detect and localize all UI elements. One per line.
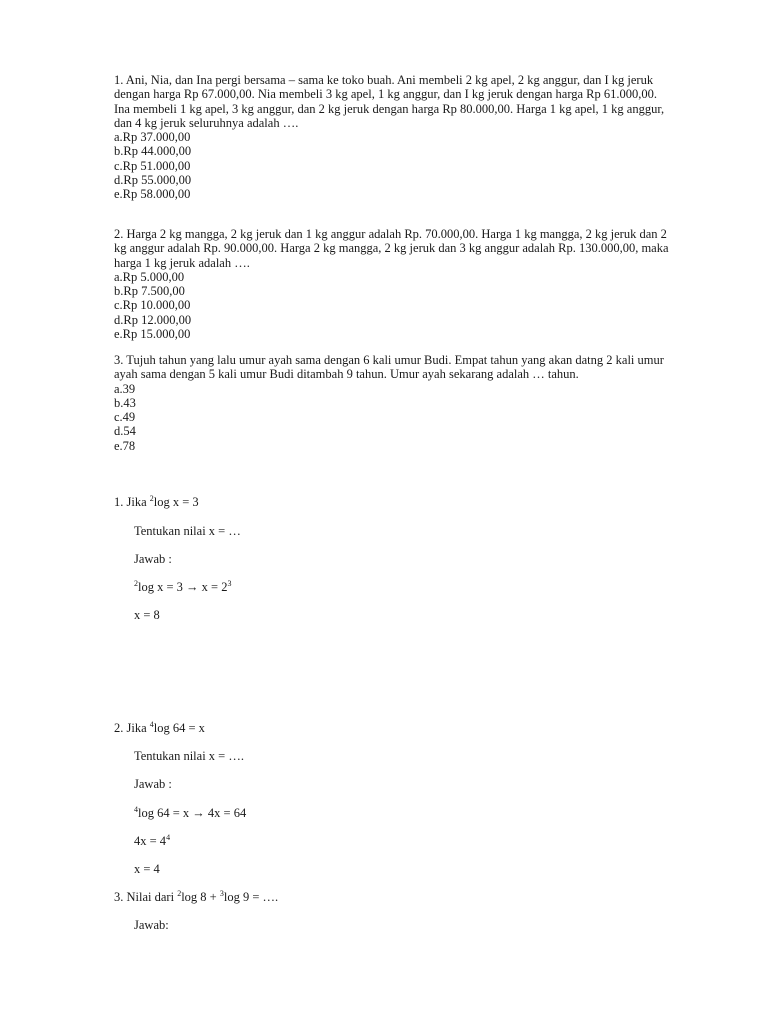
log-2-jawab: Jawab : — [134, 777, 172, 791]
option-a: a.39 — [114, 381, 136, 396]
option-d: d.Rp 12.000,00 — [114, 312, 192, 327]
problem-2-options — [114, 270, 674, 341]
option-c: c.Rp 51.000,00 — [114, 158, 191, 173]
option-d: d.Rp 55.000,00 — [114, 173, 192, 188]
log-2-step2: $4x = 4^4$ — [134, 833, 171, 848]
problem-3-text: 3. Tujuh tahun yang lalu umur ayah sama dengan 6 kali umur Budi. Empat tahun yang akan datng 2 kali umur ayah sama dengan 5 kali umur Budi ditambah 9 tahun. Umur ayah sekarang adalah … tahun. — [114, 353, 664, 382]
log-question-2: 2. Jika $^4$log 64 = x — [114, 720, 205, 735]
option-c: c.49 — [114, 410, 136, 425]
log-2-step1: $^4$log 64 = x → 4x = 64 — [134, 805, 247, 820]
option-b: b.43 — [114, 395, 136, 410]
problem-1-text: 1. Ani, Nia, dan Ina pergi bersama – sama ke toko buah. Ani membeli 2 kg apel, 2 kg anggur, dan I kg jeruk dengan harga Rp 67.000,00. Nia membeli 3 kg apel, 1 kg anggur, dan I kg jeruk dengan harga Rp 61.000,00. Ina membeli 1 kg apel, 3 kg anggur, dan 2 kg jeruk dengan harga Rp 80.000,00. Harga 1 kg apel, 1 kg anggur, dan 4 kg jeruk seluruhnya adalah …. — [114, 73, 665, 130]
option-a: a.Rp 37.000,00 — [114, 130, 191, 145]
option-b: b.Rp 44.000,00 — [114, 144, 192, 159]
log-3-jawab: Jawab: — [134, 918, 169, 932]
arrow-icon: → — [192, 806, 205, 820]
option-d: d.54 — [114, 424, 136, 439]
log-1-result: x = 8 — [134, 608, 160, 622]
option-e: e.78 — [114, 438, 136, 453]
option-e: e.Rp 15.000,00 — [114, 327, 191, 342]
log-1-step: $^2$log $x = 3 \to x = 2^3$ — [134, 579, 232, 594]
log-1-jawab: Jawab : — [134, 552, 172, 566]
problem-2-text: 2. Harga 2 kg mangga, 2 kg jeruk dan 1 kg anggur adalah Rp. 70.000,00. Harga 1 kg mangga, 2 kg jeruk dan 2 kg anggur adalah Rp. 90.000,00. Harga 2 kg mangga, 2 kg jeruk dan 3 kg anggur adalah Rp. 130.000,00, maka harga 1 kg jeruk adalah …. — [114, 227, 669, 270]
log-question-3: 3. Nilai dari $^2$log 8 + $^3$log 9 = …. — [114, 889, 279, 904]
problem-1-options — [114, 130, 674, 201]
log-base: 4 — [149, 720, 154, 729]
log-2-result: x = 4 — [134, 862, 160, 876]
option-b: b.Rp 7.500,00 — [114, 284, 185, 299]
log-1-instruction: Tentukan nilai x = … — [134, 524, 241, 538]
option-c: c.Rp 10.000,00 — [114, 298, 191, 313]
problem-3 — [114, 353, 674, 453]
option-a: a.Rp 5.000,00 — [114, 269, 185, 284]
log-2-instruction: Tentukan nilai x = …. — [134, 749, 244, 763]
log-base: 2 — [149, 494, 154, 503]
option-e: e.Rp 58.000,00 — [114, 187, 191, 202]
problem-1 — [114, 73, 674, 202]
arrow-icon: → — [186, 580, 199, 594]
problem-2 — [114, 227, 674, 341]
problem-3-options — [114, 382, 674, 453]
log-question-1: 1. Jika $^2$log x = 3 — [114, 494, 199, 509]
